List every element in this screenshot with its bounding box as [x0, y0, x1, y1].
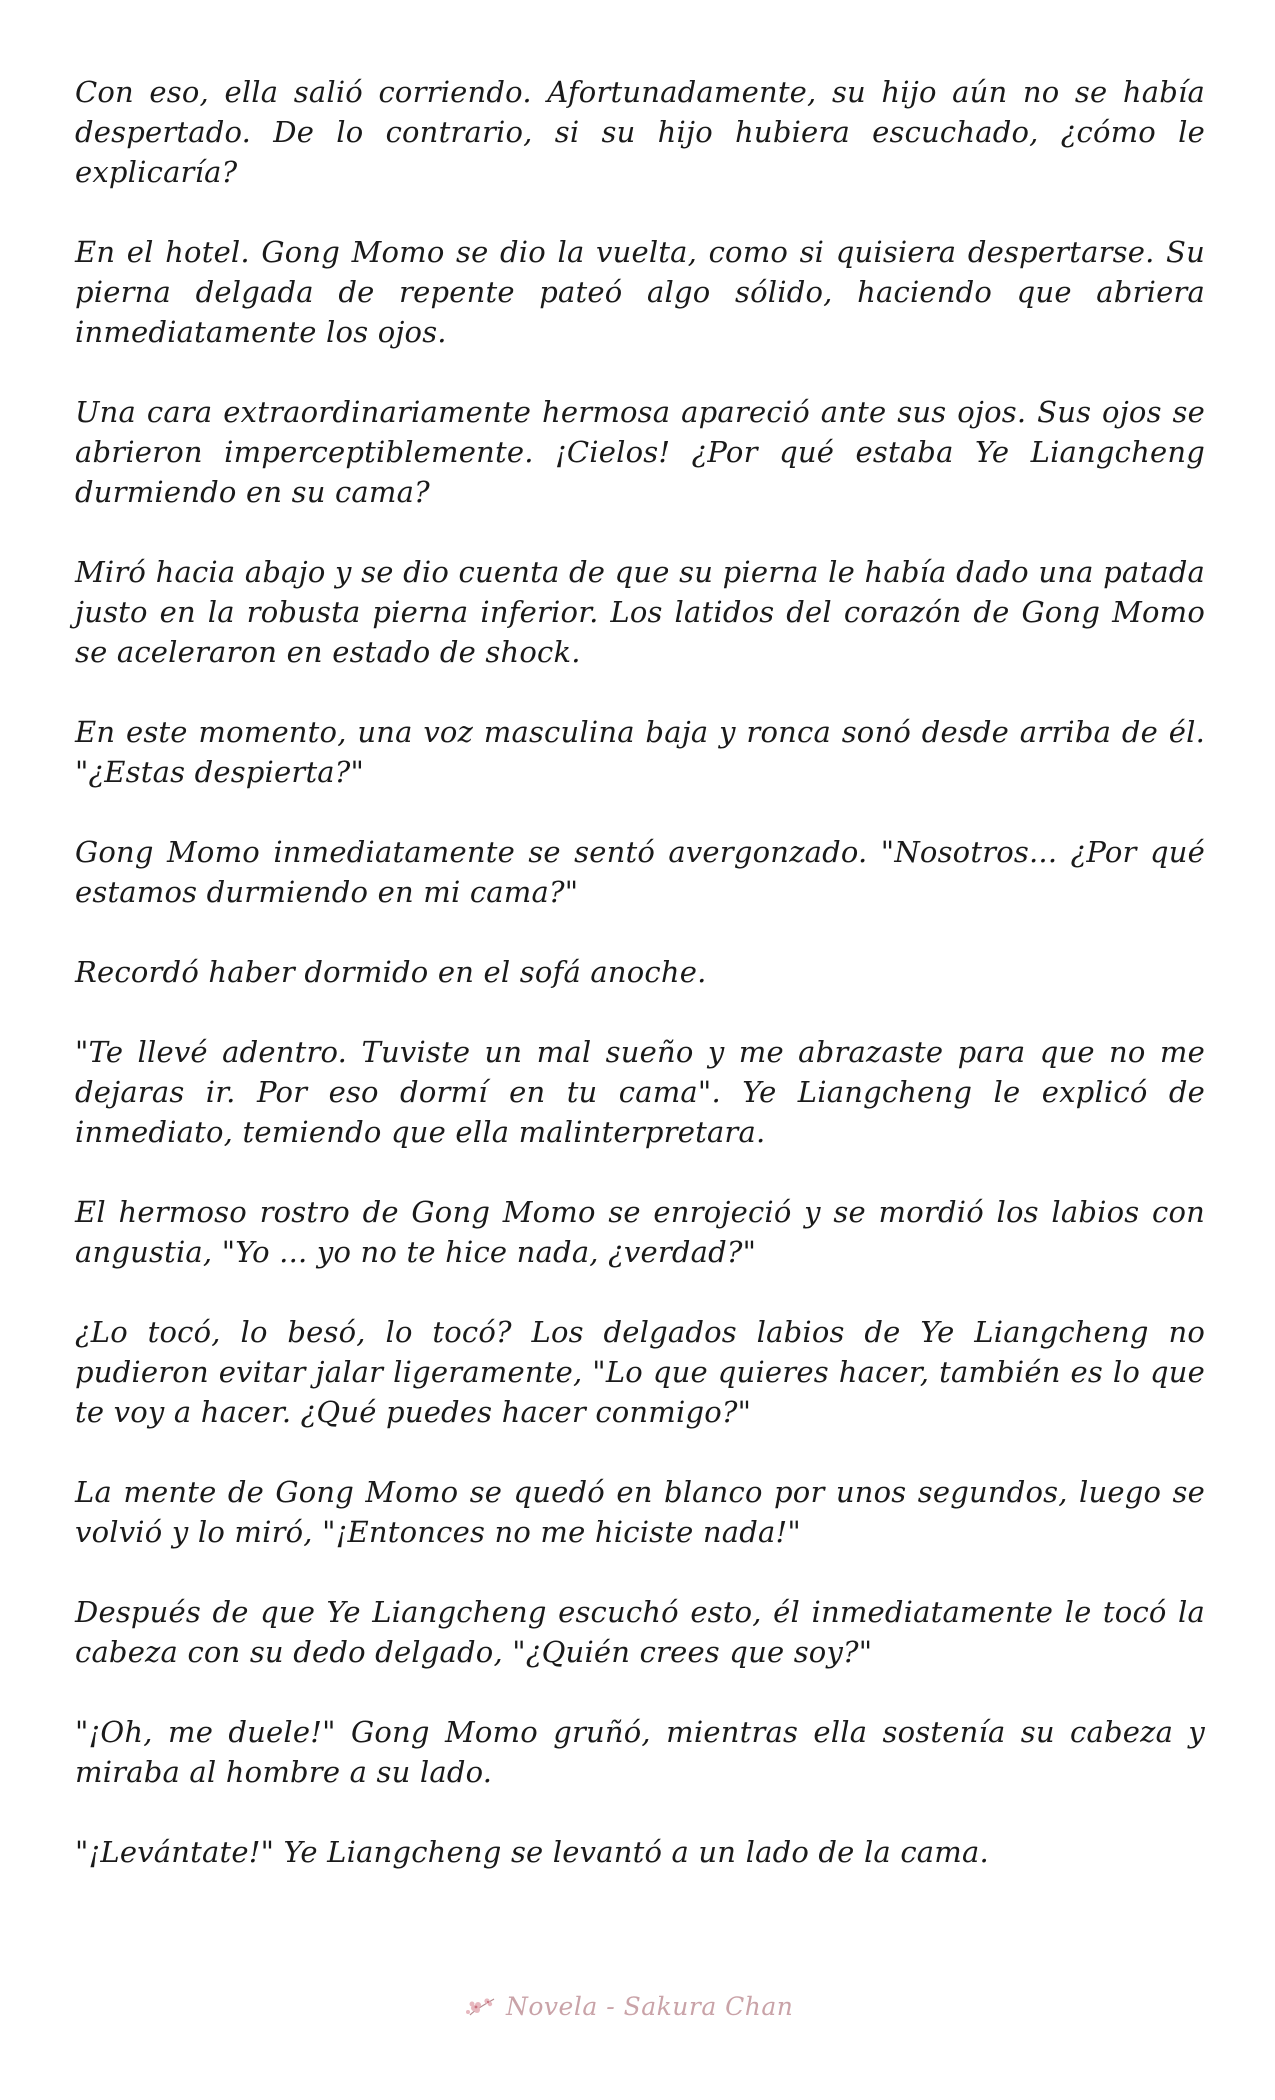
paragraph: Con eso, ella salió corriendo. Afortunadamente, su hijo aún no se había despertado. De lo contrario, si su hijo hubiera escuchado, ¿cómo le explicaría? — [75, 75, 1205, 189]
document-body — [75, 72, 1205, 1912]
watermark-text: Novela - Sakura Chan — [506, 1992, 794, 2021]
paragraph: Recordó haber dormido en el sofá anoche. — [75, 955, 707, 989]
paragraph: "¡Oh, me duele!" Gong Momo gruñó, mientras ella sostenía su cabeza y miraba al hombre a su lado. — [75, 1715, 1205, 1789]
paragraph: La mente de Gong Momo se quedó en blanco por unos segundos, luego se volvió y lo miró, "¡Entonces no me hiciste nada!" — [75, 1475, 1205, 1549]
paragraph: En el hotel. Gong Momo se dio la vuelta, como si quisiera despertarse. Su pierna delgada de repente pateó algo sólido, haciendo que abriera inmediatamente los ojos. — [75, 235, 1205, 349]
watermark — [462, 1992, 793, 2021]
paragraph: "¡Levántate!" Ye Liangcheng se levantó a un lado de la cama. — [75, 1835, 989, 1869]
paragraph: El hermoso rostro de Gong Momo se enrojeció y se mordió los labios con angustia, "Yo ... yo no te hice nada, ¿verdad?" — [75, 1195, 1205, 1269]
sakura-flower-icon — [462, 1993, 498, 2021]
paragraph: Después de que Ye Liangcheng escuchó esto, él inmediatamente le tocó la cabeza con su dedo delgado, "¿Quién crees que soy?" — [75, 1595, 1205, 1669]
paragraph: "Te llevé adentro. Tuviste un mal sueño y me abrazaste para que no me dejaras ir. Por eso dormí en tu cama". Ye Liangcheng le explicó de inmediato, temiendo que ella malinterpretara. — [75, 1035, 1205, 1149]
paragraph: Una cara extraordinariamente hermosa apareció ante sus ojos. Sus ojos se abrieron imperceptiblemente. ¡Cielos! ¿Por qué estaba Ye Liangcheng durmiendo en su cama? — [75, 395, 1205, 509]
paragraph: Miró hacia abajo y se dio cuenta de que su pierna le había dado una patada justo en la robusta pierna inferior. Los latidos del corazón de Gong Momo se aceleraron en estado de shock. — [75, 555, 1205, 669]
paragraph: En este momento, una voz masculina baja y ronca sonó desde arriba de él. "¿Estas despierta?" — [75, 715, 1205, 789]
paragraph: Gong Momo inmediatamente se sentó avergonzado. "Nosotros... ¿Por qué estamos durmiendo en mi cama?" — [75, 835, 1205, 909]
paragraph: ¿Lo tocó, lo besó, lo tocó? Los delgados labios de Ye Liangcheng no pudieron evitar jalar ligeramente, "Lo que quieres hacer, también es lo que te voy a hacer. ¿Qué puedes hacer conmigo?" — [75, 1315, 1205, 1429]
